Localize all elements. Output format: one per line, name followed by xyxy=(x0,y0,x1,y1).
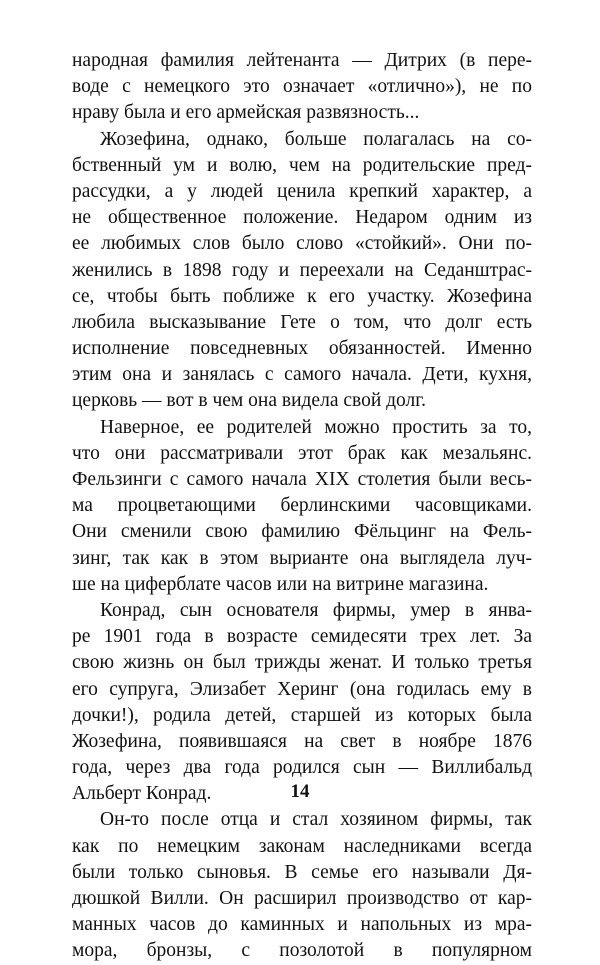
page-number: 14 xyxy=(290,781,310,802)
text-line: Жозефина, появившаяся на свет в ноябре 1876 xyxy=(72,730,532,752)
text-line: бственный ум и волю, чем на родительские пред- xyxy=(72,154,532,176)
paragraph-3 xyxy=(72,415,532,598)
text-line: воде с немецкого это означает «отлично»), не по xyxy=(72,76,532,98)
text-line: Альберт Конрад. xyxy=(72,783,212,805)
text-line: женились в 1898 году и переехали на Седанштрас- xyxy=(72,259,532,281)
text-line: мора, бронзы, с позолотой в популярном xyxy=(72,940,532,962)
text-line: се, чтобы быть поближе к его участку. Жозефина xyxy=(72,285,532,307)
text-line: любила высказывание Гете о том, что долг есть xyxy=(72,311,532,333)
text-line: Они сменили свою фамилию Фёльцинг на Фель- xyxy=(72,521,532,543)
text-line: его супруга, Элизабет Херинг (она годилась ему в xyxy=(72,678,532,700)
text-line: народная фамилия лейтенанта — Дитрих (в пере- xyxy=(72,50,532,71)
text-line: ее любимых слов было слово «стойкий». Они по- xyxy=(72,233,532,255)
text-line: зинг, так как в этом выриантe она выглядела луч- xyxy=(72,547,532,569)
text-line: исполнение повседневных обязанностей. Именно xyxy=(72,338,532,360)
text-line: свою жизнь он был трижды женат. И только третья xyxy=(72,652,532,674)
text-line: были только сыновья. В семье его называли Дя- xyxy=(72,861,532,883)
page-body xyxy=(72,48,532,965)
text-line: Он-то после отца и стал хозяином фирмы, так xyxy=(100,809,532,831)
text-line: Жозефина, однако, больше полагалась на со- xyxy=(100,128,532,150)
text-line: ре 1901 года в возрасте семидесяти трех лет. За xyxy=(72,626,532,648)
paragraph-1 xyxy=(72,48,532,127)
text-line: ма процветающими берлинскими часовщиками. xyxy=(72,495,532,517)
text-line: дюшкой Вилли. Он расширил производство от кар- xyxy=(72,888,532,909)
text-line: церковь — вот в чем она видела свой долг. xyxy=(72,390,426,412)
text-line: манных часов до каминных и напольных из мра- xyxy=(72,914,532,936)
text-line: Конрад, сын основателя фирмы, умер в янва- xyxy=(100,599,532,621)
text-line: что они рассматривали этот брак как мезальянс. xyxy=(72,442,532,464)
paragraph-2 xyxy=(72,127,532,415)
text-line: нраву была и его армейская развязность... xyxy=(72,102,420,124)
text-line: рассудки, а у людей ценила крепкий характер, а xyxy=(72,180,532,202)
text-line: Фельзинги с самого начала XIX столетия были весь- xyxy=(72,469,532,490)
paragraph-5 xyxy=(72,807,532,964)
text-line: дочки!), родила детей, старшей из которых была xyxy=(72,704,532,726)
text-line: как по немецким законам наследниками всегда xyxy=(72,835,532,857)
text-line: этим она и занялась с самого начала. Дети, кухня, xyxy=(72,364,532,386)
paragraph-4 xyxy=(72,598,532,808)
text-line: ше на циферблате часов или на витрине магазина. xyxy=(72,573,489,595)
text-line: не общественное положение. Недаром одним из xyxy=(72,207,532,229)
text-line: Наверное, ее родителей можно простить за то, xyxy=(100,416,532,438)
text-line: года, через два года родился сын — Виллибальд xyxy=(72,757,532,779)
